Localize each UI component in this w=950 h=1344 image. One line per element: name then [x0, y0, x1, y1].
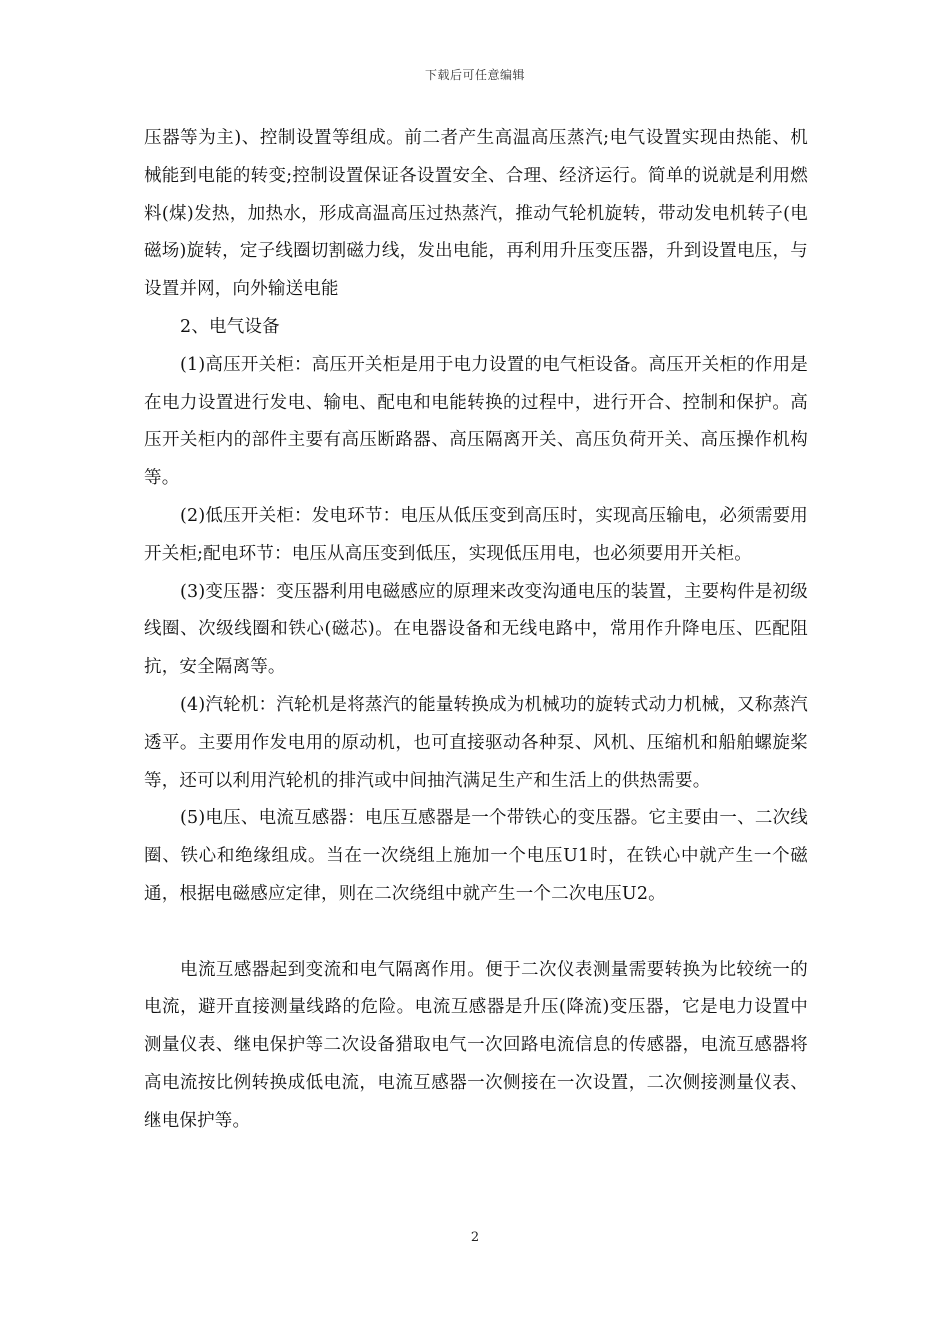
paragraph-high-voltage-switchgear: (1)高压开关柜：高压开关柜是用于电力设置的电气柜设备。高压开关柜的作用是在电力设置进行发电、输电、配电和电能转换的过程中，进行开合、控制和保护。高压开关柜内的部件主要有高压断路器、高压隔离开关、高压负荷开关、高压操作机构等。: [144, 354, 808, 489]
paragraph-low-voltage-switchgear: (2)低压开关柜：发电环节：电压从低压变到高压时，实现高压输电，必须需要用开关柜;配电环节：电压从高压变到低压，实现低压用电，也必须要用开关柜。: [144, 505, 808, 564]
paragraph-current-transformer: 电流互感器起到变流和电气隔离作用。便于二次仪表测量需要转换为比较统一的电流，避开直接测量线路的危险。电流互感器是升压(降流)变压器，它是电力设置中测量仪表、继电保护等二次设备猎取电气一次回路电流信息的传感器，电流互感器将高电流按比例转换成低电流，电流互感器一次侧接在一次设置，二次侧接测量仪表、继电保护等。: [144, 959, 808, 1131]
page-header: 下载后可任意编辑: [424, 68, 525, 82]
document-body: [144, 120, 808, 1141]
paragraph-transformer: (3)变压器：变压器利用电磁感应的原理来改变沟通电压的装置，主要构件是初级线圈、次级线圈和铁心(磁芯)。在电器设备和无线电路中，常用作升降电压、匹配阻抗，安全隔离等。: [144, 581, 808, 678]
section-heading-electrical-equipment: 2、电气设备: [180, 316, 280, 337]
page-number: 2: [470, 1230, 480, 1245]
paragraph-voltage-current-transformer: (5)电压、电流互感器：电压互感器是一个带铁心的变压器。它主要由一、二次线圈、铁心和绝缘组成。当在一次绕组上施加一个电压U1时，在铁心中就产生一个磁通，根据电磁感应定律，则在二次绕组中就产生一个二次电压U2。: [144, 808, 808, 904]
paragraph-steam-turbine: (4)汽轮机：汽轮机是将蒸汽的能量转换成为机械功的旋转式动力机械，又称蒸汽透平。主要用作发电用的原动机，也可直接驱动各种泵、风机、压缩机和船舶螺旋桨等，还可以利用汽轮机的排汽或中间抽汽满足生产和生活上的供热需要。: [144, 694, 808, 791]
paragraph-continuation: 压器等为主)、控制设置等组成。前二者产生高温高压蒸汽;电气设置实现由热能、机械能到电能的转变;控制设置保证各设置安全、合理、经济运行。简单的说就是利用燃料(煤)发热，加热水，形成高温高压过热蒸汽，推动气轮机旋转，带动发电机转子(电磁场)旋转，定子线圈切割磁力线，发出电能，再利用升压变压器，升到设置电压，与设置并网，向外输送电能: [144, 128, 808, 300]
